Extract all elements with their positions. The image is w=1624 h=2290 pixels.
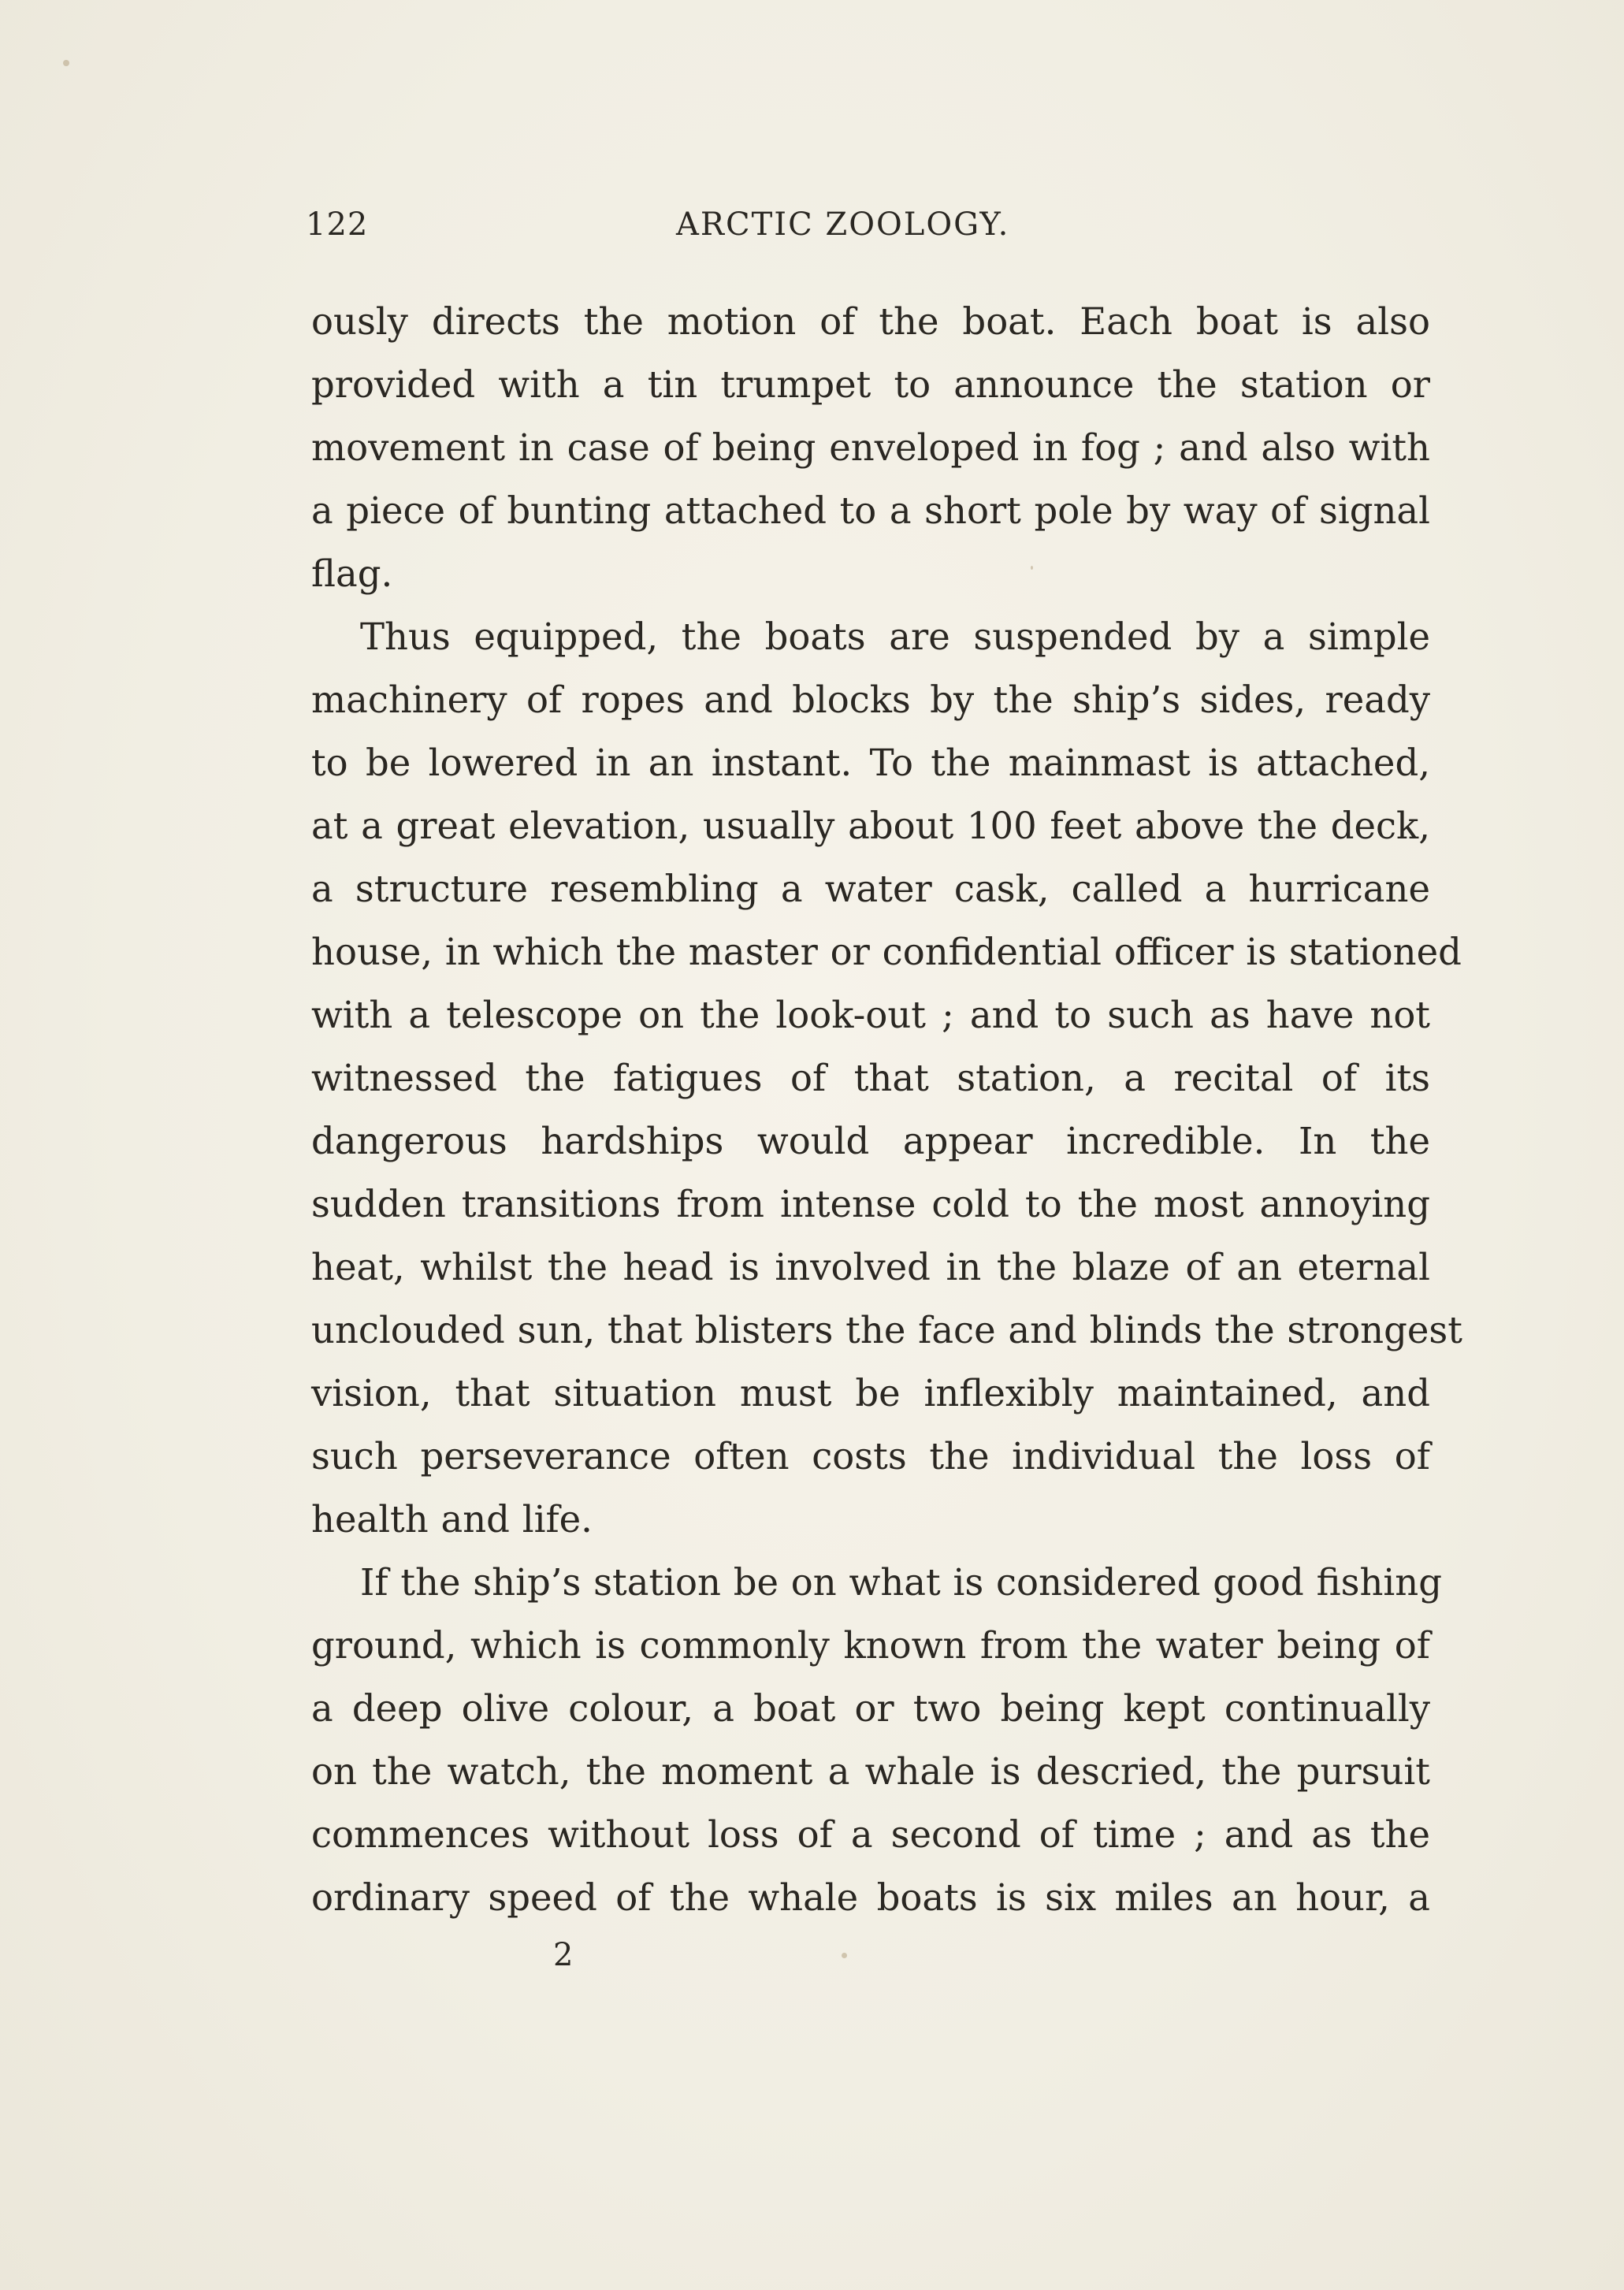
text-line: witnessed the fatigues of that station, a recital of its xyxy=(311,1057,1430,1099)
text-line: with a telescope on the look-out ; and to such as have not xyxy=(311,994,1430,1036)
text-line: ground, which is commonly known from the water being of xyxy=(311,1624,1430,1667)
text-line: machinery of ropes and blocks by the ship’s sides, ready xyxy=(311,678,1430,721)
text-line: provided with a tin trumpet to announce the station or xyxy=(311,363,1430,406)
text-line: Thus equipped, the boats are suspended by a simple xyxy=(360,615,1430,658)
text-line: vision, that situation must be inflexibly maintained, and xyxy=(311,1372,1430,1415)
text-line: flag. xyxy=(311,552,393,595)
text-line: ously directs the motion of the boat. Each boat is also xyxy=(311,300,1430,343)
text-line: at a great elevation, usually about 100 feet above the deck, xyxy=(311,805,1430,847)
paper-speck xyxy=(63,60,69,66)
running-title: ARCTIC ZOOLOGY. xyxy=(676,206,1010,243)
text-line: heat, whilst the head is involved in the blaze of an eternal xyxy=(311,1246,1430,1288)
text-line: a deep olive colour, a boat or two being kept continually xyxy=(311,1687,1430,1730)
text-line: sudden transitions from intense cold to the most annoying xyxy=(311,1183,1430,1225)
text-line: to be lowered in an instant. To the mainmast is attached, xyxy=(311,742,1430,784)
text-line: a piece of bunting attached to a short pole by way of signal xyxy=(311,489,1430,532)
text-line: house, in which the master or confidential officer is stationed xyxy=(311,931,1462,973)
text-line: movement in case of being enveloped in fog ; and also with xyxy=(311,426,1430,469)
page-number: 122 xyxy=(306,206,369,243)
text-line: If the ship’s station be on what is considered good fishing xyxy=(360,1561,1442,1604)
text-line: dangerous hardships would appear incredible. In the xyxy=(311,1120,1430,1162)
text-line: health and life. xyxy=(311,1498,593,1541)
paper-speck xyxy=(842,1953,847,1958)
page-header xyxy=(306,206,1472,254)
body-text xyxy=(311,290,1462,1929)
text-line: a structure resembling a water cask, called a hurricane xyxy=(311,868,1430,910)
signature-mark: 2 xyxy=(553,1937,574,1973)
text-line: ordinary speed of the whale boats is six miles an hour, a xyxy=(311,1876,1430,1919)
text-line: on the watch, the moment a whale is descried, the pursuit xyxy=(311,1750,1430,1793)
text-line: commences without loss of a second of time ; and as the xyxy=(311,1813,1430,1856)
text-line: such perseverance often costs the individual the loss of xyxy=(311,1435,1430,1478)
text-line: unclouded sun, that blisters the face and blinds the strongest xyxy=(311,1309,1462,1351)
